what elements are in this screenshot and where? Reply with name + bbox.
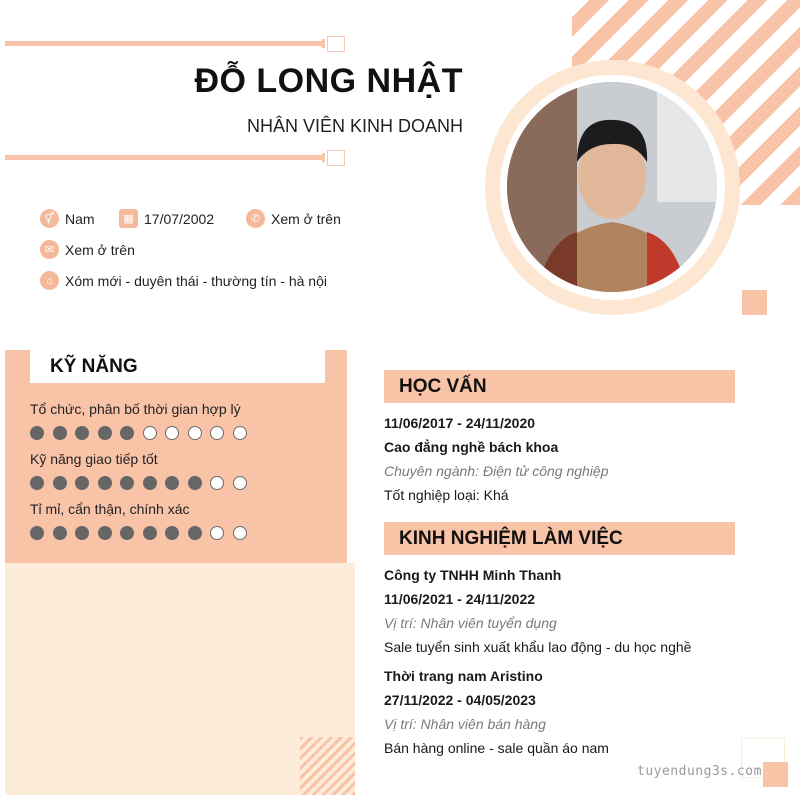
experience-heading: KINH NGHIỆM LÀM VIỆC bbox=[384, 522, 735, 555]
divider-line-bottom bbox=[5, 155, 325, 160]
info-email bbox=[40, 240, 135, 259]
email-icon: ✉ bbox=[40, 240, 59, 259]
rating-dot-filled bbox=[98, 476, 112, 490]
rating-dot-filled bbox=[165, 526, 179, 540]
job-company: Công ty TNHH Minh Thanh bbox=[384, 567, 562, 583]
rating-dot-filled bbox=[165, 476, 179, 490]
education-grade: Tốt nghiệp loại: Khá bbox=[384, 487, 509, 503]
info-gender bbox=[40, 209, 95, 228]
calendar-icon: ▦ bbox=[119, 209, 138, 228]
rating-dot-empty bbox=[143, 426, 157, 440]
info-phone bbox=[246, 209, 341, 228]
rating-dot-empty bbox=[233, 476, 247, 490]
rating-dot-empty bbox=[210, 526, 224, 540]
rating-dot-empty bbox=[210, 426, 224, 440]
rating-dot-empty bbox=[210, 476, 224, 490]
address-text: Xóm mới - duyên thái - thường tín - hà nội bbox=[65, 272, 327, 289]
rating-dot-filled bbox=[120, 426, 134, 440]
phone-icon: ✆ bbox=[246, 209, 265, 228]
skills-heading: KỸ NĂNG bbox=[30, 350, 325, 383]
rating-dot-filled bbox=[98, 526, 112, 540]
education-heading: HỌC VẤN bbox=[384, 370, 735, 403]
rating-dot-filled bbox=[120, 526, 134, 540]
profile-photo-placeholder bbox=[507, 82, 717, 292]
rating-dot-filled bbox=[30, 426, 44, 440]
rating-dot-filled bbox=[188, 526, 202, 540]
info-birthdate bbox=[119, 209, 214, 228]
rating-dot-filled bbox=[75, 426, 89, 440]
rating-dot-filled bbox=[120, 476, 134, 490]
divider-tick bbox=[322, 39, 325, 48]
phone-text: Xem ở trên bbox=[271, 210, 341, 227]
education-school: Cao đẳng nghề bách khoa bbox=[384, 439, 559, 455]
job-period: 27/11/2022 - 04/05/2023 bbox=[384, 692, 536, 708]
rating-dot-empty bbox=[233, 526, 247, 540]
rating-dot-filled bbox=[30, 476, 44, 490]
divider-line-top bbox=[5, 41, 325, 46]
rating-dot-filled bbox=[30, 526, 44, 540]
email-text: Xem ở trên bbox=[65, 241, 135, 258]
decorative-square bbox=[763, 762, 788, 787]
gender-text: Nam bbox=[65, 210, 95, 227]
education-period: 11/06/2017 - 24/11/2020 bbox=[384, 415, 536, 431]
rating-dot-filled bbox=[75, 526, 89, 540]
candidate-name: ĐỖ LONG NHẬT bbox=[194, 62, 463, 100]
divider-knob bbox=[327, 150, 345, 166]
skill-rating bbox=[30, 526, 247, 540]
decorative-square bbox=[742, 290, 767, 315]
job-description: Sale tuyển sinh xuất khẩu lao động - du học nghề bbox=[384, 639, 692, 655]
job-period: 11/06/2021 - 24/11/2022 bbox=[384, 591, 536, 607]
skill-rating bbox=[30, 476, 247, 490]
rating-dot-empty bbox=[165, 426, 179, 440]
skill-name: Tỉ mỉ, cẩn thận, chính xác bbox=[30, 501, 190, 517]
rating-dot-filled bbox=[143, 526, 157, 540]
info-address bbox=[40, 271, 327, 290]
rating-dot-empty bbox=[233, 426, 247, 440]
decorative-stripes-bottom-left bbox=[300, 737, 355, 795]
rating-dot-filled bbox=[75, 476, 89, 490]
rating-dot-filled bbox=[143, 476, 157, 490]
job-description: Bán hàng online - sale quần áo nam bbox=[384, 740, 609, 756]
job-position: Vị trí: Nhân viên bán hàng bbox=[384, 716, 546, 732]
watermark: tuyendung3s.com bbox=[637, 764, 762, 779]
rating-dot-filled bbox=[53, 526, 67, 540]
gender-icon: ⚥ bbox=[40, 209, 59, 228]
job-company: Thời trang nam Aristino bbox=[384, 668, 543, 684]
skill-rating bbox=[30, 426, 247, 440]
skill-name: Tổ chức, phân bố thời gian hợp lý bbox=[30, 401, 241, 417]
job-title: NHÂN VIÊN KINH DOANH bbox=[246, 116, 463, 136]
rating-dot-filled bbox=[98, 426, 112, 440]
job-position: Vị trí: Nhân viên tuyển dụng bbox=[384, 615, 557, 631]
rating-dot-filled bbox=[53, 476, 67, 490]
birthdate-text: 17/07/2002 bbox=[144, 210, 215, 227]
profile-photo bbox=[507, 82, 717, 292]
home-icon: ⌂ bbox=[40, 271, 59, 290]
rating-dot-empty bbox=[188, 426, 202, 440]
divider-tick bbox=[322, 153, 325, 162]
skill-name: Kỹ năng giao tiếp tốt bbox=[30, 451, 158, 467]
divider-knob bbox=[327, 36, 345, 52]
education-major: Chuyên ngành: Điện tử công nghiệp bbox=[384, 463, 609, 479]
rating-dot-filled bbox=[53, 426, 67, 440]
rating-dot-filled bbox=[188, 476, 202, 490]
